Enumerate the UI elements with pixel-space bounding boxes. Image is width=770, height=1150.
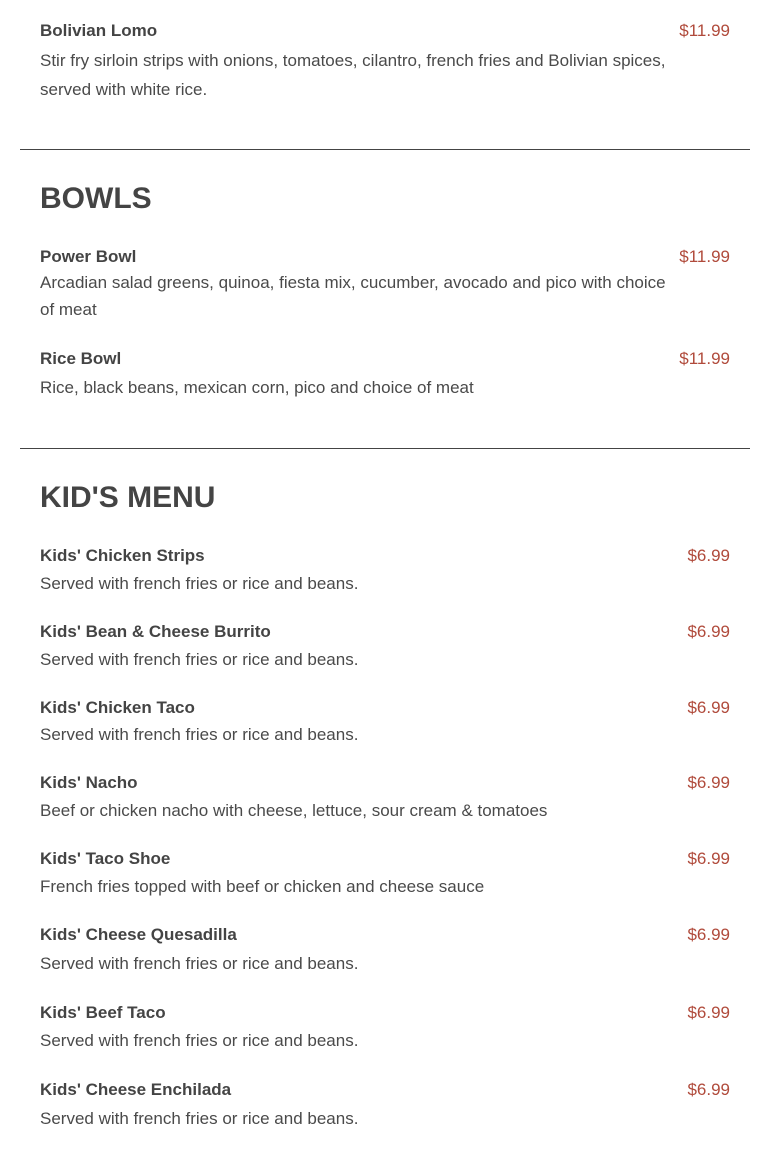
menu-item-name: Kids' Bean & Cheese Burrito [40,622,271,641]
menu-item-description: Served with french fries or rice and beans. [40,1109,359,1128]
menu-item [40,772,730,822]
menu-item-header [40,1079,730,1101]
menu-item-header [40,621,730,643]
menu-item-name: Kids' Nacho [40,773,138,792]
menu-item-description: Beef or chicken nacho with cheese, lettuce, sour cream & tomatoes [40,801,548,820]
menu-item-description: Rice, black beans, mexican corn, pico and choice of meat [40,378,474,397]
menu-item-description: Served with french fries or rice and beans. [40,1031,359,1050]
menu-item [40,20,730,104]
menu-item [40,621,730,671]
menu-item-header [40,545,730,567]
menu-item-name: Kids' Chicken Strips [40,546,205,565]
menu-item [40,348,730,399]
menu-item-header [40,848,730,870]
section-title-bowls: BOWLS [40,182,152,215]
menu-item-price: $6.99 [687,925,730,944]
menu-item-header [40,20,730,42]
menu-item-name: Power Bowl [40,247,137,266]
menu-item-description: Served with french fries or rice and beans. [40,725,359,744]
section-divider [20,448,750,449]
menu-item-name: Kids' Cheese Enchilada [40,1080,232,1099]
menu-item [40,848,730,898]
menu-item-name: Bolivian Lomo [40,21,158,40]
menu-item-description: Served with french fries or rice and beans. [40,574,359,593]
menu-item-price: $6.99 [687,773,730,792]
menu-item-price: $6.99 [687,849,730,868]
section-divider [20,149,750,150]
menu-item-header [40,1002,730,1024]
menu-item-description: Stir fry sirloin strips with onions, tomatoes, cilantro, french fries and Bolivian spices, served with white rice. [40,51,666,99]
menu-item-name: Kids' Chicken Taco [40,698,195,717]
menu-item-price: $6.99 [687,546,730,565]
menu-item-header [40,772,730,794]
menu-item-price: $11.99 [679,21,730,40]
menu-item [40,545,730,595]
menu-item-header [40,348,730,370]
menu-item-price: $11.99 [679,247,730,266]
menu-item-name: Kids' Cheese Quesadilla [40,925,237,944]
menu-item-price: $6.99 [687,622,730,641]
menu-item [40,924,730,975]
menu-item-description: Arcadian salad greens, quinoa, fiesta mix, cucumber, avocado and pico with choice of meat [40,273,666,319]
menu-item-price: $6.99 [687,1003,730,1022]
menu-item-description: French fries topped with beef or chicken and cheese sauce [40,877,485,896]
menu-item-description: Served with french fries or rice and beans. [40,954,359,973]
menu-item-header [40,697,730,719]
menu-item [40,246,730,323]
menu-item-header [40,246,730,268]
menu-item-header [40,924,730,946]
menu-item [40,1002,730,1052]
menu-item-name: Rice Bowl [40,349,122,368]
menu-item [40,697,730,746]
menu-item-name: Kids' Taco Shoe [40,849,171,868]
menu-item [40,1079,730,1130]
menu-item-description: Served with french fries or rice and beans. [40,650,359,669]
menu-item-price: $6.99 [687,1080,730,1099]
menu-item-name: Kids' Beef Taco [40,1003,166,1022]
menu-item-price: $6.99 [687,698,730,717]
section-title-kids-menu: KID'S MENU [40,481,216,514]
menu-item-price: $11.99 [679,349,730,368]
